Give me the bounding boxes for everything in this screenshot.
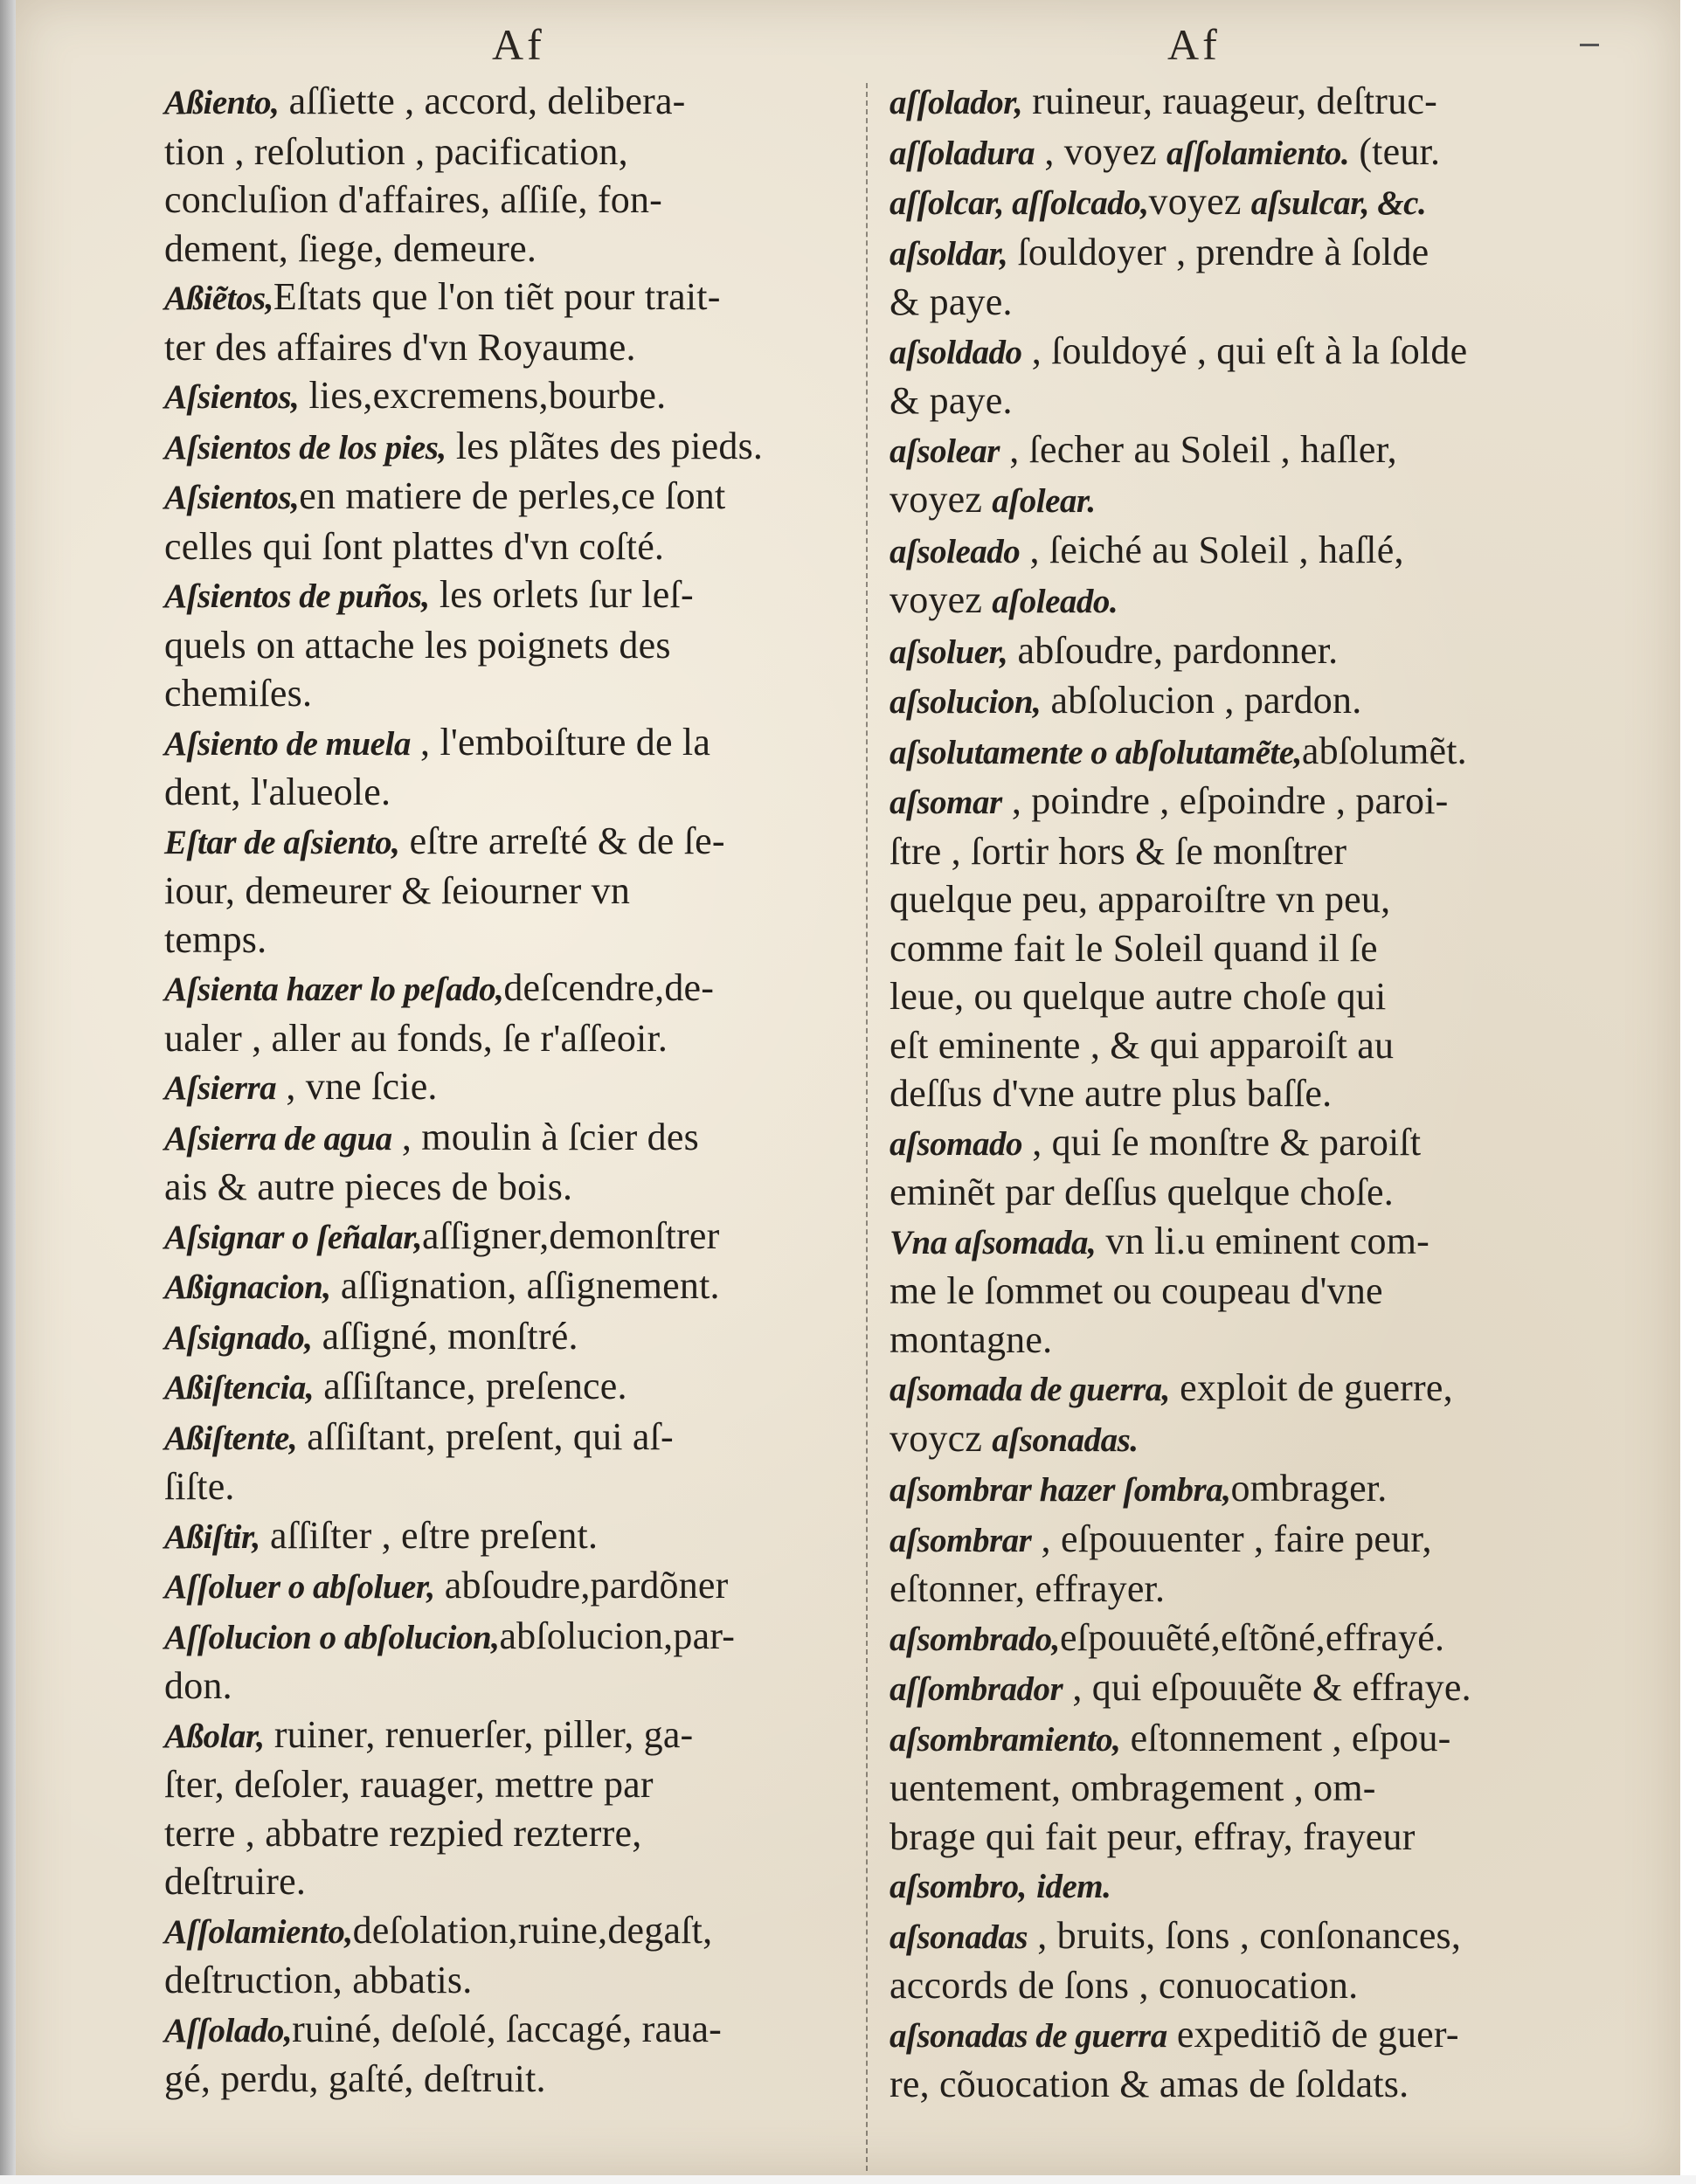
entry-line xyxy=(164,1956,855,2005)
dictionary-entry xyxy=(890,777,1589,1118)
definition-text: concluſion d'affaires, aſſiſe, fon- xyxy=(164,178,663,221)
column-divider xyxy=(866,83,868,2171)
dictionary-entry xyxy=(890,526,1589,626)
definition-text: , poindre , eſpoindre , paroi- xyxy=(1001,779,1449,822)
scan-bottom-edge xyxy=(0,2175,1696,2184)
dictionary-entry xyxy=(890,1911,1589,2010)
definition-text: aſſigner,demonſtrer xyxy=(421,1213,720,1257)
definition-text: , ſeiché au Soleil , haſlé, xyxy=(1020,528,1404,571)
headword: Eſtar de aſsiento, xyxy=(164,823,400,861)
entry-line xyxy=(890,177,1589,228)
entry-line xyxy=(890,327,1589,377)
headword: aſſolamiento. xyxy=(1166,134,1350,172)
headword: Aßiſtir, xyxy=(164,1517,260,1556)
headword: aſsombrar xyxy=(890,1521,1032,1559)
definition-text: deſtruction, abbatis. xyxy=(164,1959,473,2001)
definition-text: ruiner, renuerſer, piller, ga- xyxy=(264,1712,694,1756)
entry-line xyxy=(890,1316,1589,1365)
headword: aſoleado. xyxy=(992,583,1118,620)
headword: Vna aſsomada, xyxy=(890,1223,1097,1261)
entry-line xyxy=(164,621,855,670)
dictionary-entry xyxy=(890,626,1589,677)
dictionary-entry xyxy=(890,425,1589,526)
definition-text: eminẽt par deſſus quelque choſe. xyxy=(890,1171,1394,1213)
entry-line xyxy=(164,1906,855,1957)
headword: Aſsierra xyxy=(164,1069,277,1107)
headword: Aſſolucion o abſolucion, xyxy=(164,1618,500,1656)
headword: Aſsientos, xyxy=(164,479,300,516)
dictionary-entry xyxy=(164,1413,855,1511)
headword: Aſsientos de los pies, xyxy=(164,428,446,467)
dictionary-entry xyxy=(890,228,1589,327)
definition-text: ſtre , ſortir hors & ſe monſtrer xyxy=(890,829,1347,873)
entry-line xyxy=(164,1062,855,1113)
entry-line xyxy=(890,827,1589,876)
entry-line xyxy=(164,1760,855,1809)
definition-text: les plãtes des pieds. xyxy=(446,424,764,467)
entry-line xyxy=(890,1813,1589,1862)
entry-line xyxy=(164,1362,855,1413)
definition-text: en matiere de perles,ce ſont xyxy=(299,474,726,517)
dictionary-entry xyxy=(890,177,1589,228)
entry-line xyxy=(890,777,1589,827)
dictionary-page xyxy=(16,0,1680,2175)
dictionary-entry xyxy=(890,1614,1589,1664)
headword: aſſolador, xyxy=(890,84,1023,121)
definition-text: les orlets ſur leſ- xyxy=(429,573,694,616)
definition-text: me le ſommet ou coupeau d'vne xyxy=(890,1269,1383,1312)
definition-text: eſtonner, effrayer. xyxy=(890,1567,1166,1610)
headword: aſsonadas. xyxy=(992,1420,1139,1459)
definition-text: abſoudre, pardonner. xyxy=(1007,628,1339,672)
headword: Aſſolado, xyxy=(164,2011,293,2049)
headword: aſsombrado, xyxy=(890,1620,1060,1658)
running-header-left: Af xyxy=(492,20,545,69)
entry-line xyxy=(890,1267,1589,1316)
entry-line xyxy=(890,1614,1589,1664)
dictionary-entry xyxy=(164,570,855,718)
entry-line xyxy=(890,1961,1589,2010)
dictionary-entry xyxy=(890,77,1589,128)
headword: aſsulcar, &c. xyxy=(1250,184,1427,222)
entry-line xyxy=(890,972,1589,1021)
entry-line xyxy=(890,1764,1589,1813)
entry-line xyxy=(890,2010,1589,2061)
definition-text: terre , abbatre rezpied rezterre, xyxy=(164,1811,642,1855)
definition-text: , l'emboiſture de la xyxy=(410,720,711,764)
dictionary-entry xyxy=(164,1312,855,1363)
definition-text: abſolucion,par- xyxy=(499,1614,736,1657)
entry-line xyxy=(890,278,1589,327)
definition-text: eſpouuẽté,eſtõné,effrayé. xyxy=(1059,1615,1445,1659)
dictionary-entry xyxy=(890,1364,1589,1464)
headword: aſſolcar, aſſolcado, xyxy=(890,184,1149,222)
entry-line xyxy=(164,1014,855,1063)
definition-text: montagne. xyxy=(890,1317,1053,1361)
dictionary-entry xyxy=(164,1113,855,1212)
running-header-right: Af xyxy=(1167,20,1221,69)
entry-line xyxy=(890,576,1589,626)
entry-line xyxy=(890,377,1589,425)
headword: Aßolar, xyxy=(164,1717,265,1755)
dictionary-entry xyxy=(164,1062,855,1113)
dictionary-entry xyxy=(164,1511,855,1562)
headword: aſsomada de guerra, xyxy=(890,1371,1170,1408)
definition-text: temps. xyxy=(164,917,267,961)
definition-text: aſſigné, monſtré. xyxy=(312,1314,578,1358)
entry-line xyxy=(890,1069,1589,1118)
definition-text: aſſignation, aſſignement. xyxy=(330,1264,720,1307)
headword: aſſoladura xyxy=(890,134,1035,172)
entry-line xyxy=(890,1464,1589,1515)
definition-text: iour, demeurer & ſeiourner vn xyxy=(164,869,631,912)
corner-mark xyxy=(1580,44,1599,46)
headword: aſsolear xyxy=(890,432,1000,470)
entry-line xyxy=(164,1212,855,1262)
definition-text: deſolation,ruine,degaſt, xyxy=(352,1908,713,1952)
definition-text: comme fait le Soleil quand il ſe xyxy=(890,926,1378,970)
definition-text: voyez xyxy=(1148,180,1251,223)
headword: Aßiento, xyxy=(164,84,280,121)
definition-text: deſſus d'vne autre plus baſſe. xyxy=(890,1072,1333,1115)
entry-line xyxy=(890,1364,1589,1414)
entry-line xyxy=(890,875,1589,924)
definition-text: don. xyxy=(164,1664,232,1707)
headword: aſsonadas xyxy=(890,1918,1028,1956)
dictionary-entry xyxy=(890,1663,1589,1714)
entry-line xyxy=(890,626,1589,677)
entry-line xyxy=(164,273,855,323)
definition-text: deſcendre,de- xyxy=(503,966,715,1009)
definition-text: , ſouldoyé , qui eſt à la ſolde xyxy=(1021,328,1468,372)
definition-text: aſſiſtance, preſence. xyxy=(314,1365,627,1407)
entry-line xyxy=(890,1714,1589,1765)
definition-text: uentement, ombragement , om- xyxy=(890,1766,1376,1809)
dictionary-entry xyxy=(164,1612,855,1711)
entry-line xyxy=(164,916,855,964)
dictionary-entry xyxy=(164,422,855,473)
dictionary-entry xyxy=(164,1906,855,2005)
definition-text: ruiné, deſolé, ſaccagé, raua- xyxy=(292,2007,723,2050)
entry-line xyxy=(890,1168,1589,1217)
definition-text: brage qui fait peur, effray, frayeur xyxy=(890,1814,1416,1858)
headword: Aßignacion, xyxy=(164,1268,331,1306)
definition-text: voycz xyxy=(890,1416,993,1460)
entry-line xyxy=(890,1217,1589,1268)
entry-line xyxy=(890,425,1589,476)
entry-line xyxy=(164,371,855,422)
headword: Aſsiento de muela xyxy=(164,724,411,763)
headword: aſsonadas de guerra xyxy=(890,2016,1167,2055)
entry-line xyxy=(164,1612,855,1662)
definition-text: , ſecher au Soleil , haſler, xyxy=(1000,427,1397,471)
entry-line xyxy=(890,1911,1589,1962)
dictionary-entry xyxy=(164,273,855,371)
headword: Aßiſtencia, xyxy=(164,1369,315,1406)
definition-text: ruineur, rauageur, deſtruc- xyxy=(1022,79,1437,122)
definition-text: ſiſte. xyxy=(164,1465,235,1508)
definition-text: lies,excremens,bourbe. xyxy=(299,374,667,417)
dictionary-entry xyxy=(890,128,1589,178)
definition-text: (teur. xyxy=(1349,129,1441,173)
definition-text: , voyez xyxy=(1035,129,1167,173)
headword: aſſombrador xyxy=(890,1670,1063,1708)
headword: Aſsientos de puños, xyxy=(164,577,430,615)
definition-text: dement, ſiege, demeure. xyxy=(164,226,537,270)
entry-line xyxy=(164,522,855,571)
headword: aſsombro, xyxy=(890,1868,1027,1905)
headword: Aſsignar o ſeñalar, xyxy=(164,1218,422,1256)
left-column xyxy=(164,77,855,2104)
headword: aſsoldar, xyxy=(890,234,1008,273)
dictionary-entry xyxy=(164,472,855,570)
entry-line xyxy=(164,1662,855,1711)
dictionary-entry xyxy=(164,718,855,817)
headword: Aſsientos, xyxy=(164,378,300,416)
entry-line xyxy=(164,1561,855,1612)
headword: aſolear. xyxy=(992,482,1096,520)
entry-line xyxy=(164,77,855,128)
definition-text: ombrager. xyxy=(1230,1467,1388,1510)
headword: aſsombrar hazer ſombra, xyxy=(890,1471,1231,1509)
definition-text: , qui ſe monſtre & paroiſt xyxy=(1022,1120,1422,1164)
definition-text: ter des affaires d'vn Royaume. xyxy=(164,325,636,369)
entry-line xyxy=(890,1515,1589,1565)
dictionary-entry xyxy=(164,1561,855,1612)
dictionary-entry xyxy=(890,2010,1589,2109)
entry-line xyxy=(164,1163,855,1212)
entry-line xyxy=(164,570,855,621)
definition-text: aſſiſter , eſtre preſent. xyxy=(260,1513,599,1557)
entry-line xyxy=(890,475,1589,526)
entry-line xyxy=(890,2060,1589,2109)
headword: Aſsienta hazer lo peſado, xyxy=(164,971,504,1008)
definition-text: abſolucion , pardon. xyxy=(1041,679,1362,722)
definition-text: eſtre arreſté & de ſe- xyxy=(399,819,725,862)
definition-text: quels on attache les poignets des xyxy=(164,623,671,667)
headword: aſsoldado xyxy=(890,333,1022,371)
entry-line xyxy=(164,2005,855,2056)
right-column xyxy=(890,77,1589,2109)
definition-text: tion , reſolution , pacification, xyxy=(164,129,628,173)
entry-line xyxy=(164,768,855,817)
entry-line xyxy=(164,964,855,1014)
dictionary-entry xyxy=(164,817,855,964)
dictionary-entry xyxy=(890,727,1589,778)
definition-text: , qui eſpouuẽte & effraye. xyxy=(1063,1666,1471,1709)
definition-text: Eſtats que l'on tiẽt pour trait- xyxy=(273,275,721,318)
entry-line xyxy=(164,422,855,473)
headword: aſsomar xyxy=(890,784,1002,821)
scan-left-edge xyxy=(0,0,16,2175)
definition-text: ais & autre pieces de bois. xyxy=(164,1165,573,1208)
dictionary-entry xyxy=(890,327,1589,425)
entry-line xyxy=(164,1113,855,1164)
entry-line xyxy=(890,228,1589,279)
definition-text: ualer , aller au fonds, ſe r'aſſeoir. xyxy=(164,1016,668,1060)
entry-line xyxy=(164,1312,855,1363)
entry-line xyxy=(164,1261,855,1312)
headword: aſsolutamente o abſolutamẽte, xyxy=(890,733,1302,771)
entry-line xyxy=(890,1118,1589,1169)
entry-line xyxy=(890,526,1589,577)
definition-text: voyez xyxy=(890,578,993,621)
definition-text: , vne ſcie. xyxy=(276,1065,438,1108)
headword: aſsoleado xyxy=(890,532,1021,570)
dictionary-entry xyxy=(164,1212,855,1262)
definition-text: ſouldoyer , prendre à ſolde xyxy=(1007,230,1429,273)
entry-line xyxy=(164,472,855,522)
entry-line xyxy=(890,77,1589,128)
definition-text: aſſiſtant, preſent, qui aſ- xyxy=(297,1414,674,1458)
dictionary-entry xyxy=(164,1711,855,1906)
definition-text: & paye. xyxy=(890,280,1013,323)
definition-text: deſtruire. xyxy=(164,1860,307,1903)
definition-text: vn li.u eminent com- xyxy=(1096,1219,1429,1262)
entry-line xyxy=(890,924,1589,973)
definition-text: , bruits, ſons , conſonances, xyxy=(1028,1913,1462,1957)
dictionary-entry xyxy=(890,1118,1589,1217)
definition-text: dent, l'alueole. xyxy=(164,771,391,813)
entry-line xyxy=(890,1861,1589,1911)
definition-text: quelque peu, apparoiſtre vn peu, xyxy=(890,878,1391,921)
definition-text: ſter, deſoler, rauager, mettre par xyxy=(164,1763,654,1806)
definition-text: abſolumẽt. xyxy=(1301,729,1467,772)
definition-text: voyez xyxy=(890,478,993,521)
headword: aſsoluer, xyxy=(890,632,1008,671)
definition-text: chemiſes. xyxy=(164,672,313,715)
entry-line xyxy=(164,176,855,225)
entry-line xyxy=(164,1511,855,1562)
definition-text: , moulin à ſcier des xyxy=(391,1115,699,1158)
definition-text: aſſiette , accord, delibera- xyxy=(279,79,686,122)
dictionary-entry xyxy=(890,676,1589,727)
definition-text: , eſpouuenter , faire peur, xyxy=(1031,1517,1432,1560)
entry-line xyxy=(164,669,855,718)
entry-line xyxy=(890,128,1589,178)
definition-text xyxy=(1027,1863,1036,1906)
definition-text: accords de ſons , conuocation. xyxy=(890,1964,1359,2007)
entry-line xyxy=(164,1809,855,1858)
definition-text: eſt eminente , & qui apparoiſt au xyxy=(890,1023,1395,1067)
entry-line xyxy=(890,727,1589,778)
headword: idem. xyxy=(1036,1868,1111,1905)
entry-line xyxy=(164,128,855,176)
entry-line xyxy=(890,676,1589,727)
entry-line xyxy=(164,718,855,769)
headword: Aßiſtente, xyxy=(164,1419,298,1457)
entry-line xyxy=(890,1021,1589,1070)
headword: Aſſolamiento, xyxy=(164,1912,353,1951)
entry-line xyxy=(164,323,855,372)
dictionary-entry xyxy=(164,2005,855,2104)
entry-line xyxy=(164,225,855,273)
dictionary-entry xyxy=(164,1261,855,1312)
dictionary-entry xyxy=(890,1861,1589,1911)
dictionary-entry xyxy=(164,964,855,1062)
entry-line xyxy=(164,2055,855,2104)
entry-line xyxy=(164,1462,855,1511)
dictionary-entry xyxy=(890,1464,1589,1515)
definition-text: expeditiõ de guer- xyxy=(1166,2012,1459,2056)
entry-line xyxy=(164,1857,855,1906)
definition-text: & paye. xyxy=(890,379,1013,422)
definition-text: exploit de guerre, xyxy=(1169,1366,1453,1409)
headword: Aßiẽtos, xyxy=(164,280,273,317)
headword: Aſsignado, xyxy=(164,1318,313,1357)
dictionary-entry xyxy=(164,1362,855,1413)
dictionary-entry xyxy=(890,1217,1589,1365)
dictionary-entry xyxy=(890,1515,1589,1614)
entry-line xyxy=(164,1711,855,1761)
definition-text: re, cõuocation & amas de ſoldats. xyxy=(890,2063,1409,2105)
dictionary-entry xyxy=(164,77,855,273)
headword: aſsolucion, xyxy=(890,683,1042,721)
entry-line xyxy=(890,1565,1589,1614)
definition-text: abſoudre,pardõner xyxy=(434,1564,729,1607)
entry-line xyxy=(164,1413,855,1463)
dictionary-entry xyxy=(164,371,855,422)
definition-text: leue, ou quelque autre choſe qui xyxy=(890,975,1387,1018)
headword: Aſſoluer o abſoluer, xyxy=(164,1568,435,1606)
definition-text: gé, perdu, gaſté, deſtruit. xyxy=(164,2057,546,2100)
entry-line xyxy=(164,817,855,867)
entry-line xyxy=(890,1414,1589,1465)
definition-text: eſtonnement , eſpou- xyxy=(1120,1716,1451,1759)
entry-line xyxy=(164,867,855,916)
headword: Aſsierra de agua xyxy=(164,1119,392,1158)
dictionary-entry xyxy=(890,1714,1589,1862)
headword: aſsomado xyxy=(890,1124,1022,1163)
definition-text: celles qui ſont plattes d'vn coſté. xyxy=(164,524,665,568)
headword: aſsombramiento, xyxy=(890,1720,1121,1759)
entry-line xyxy=(890,1663,1589,1714)
